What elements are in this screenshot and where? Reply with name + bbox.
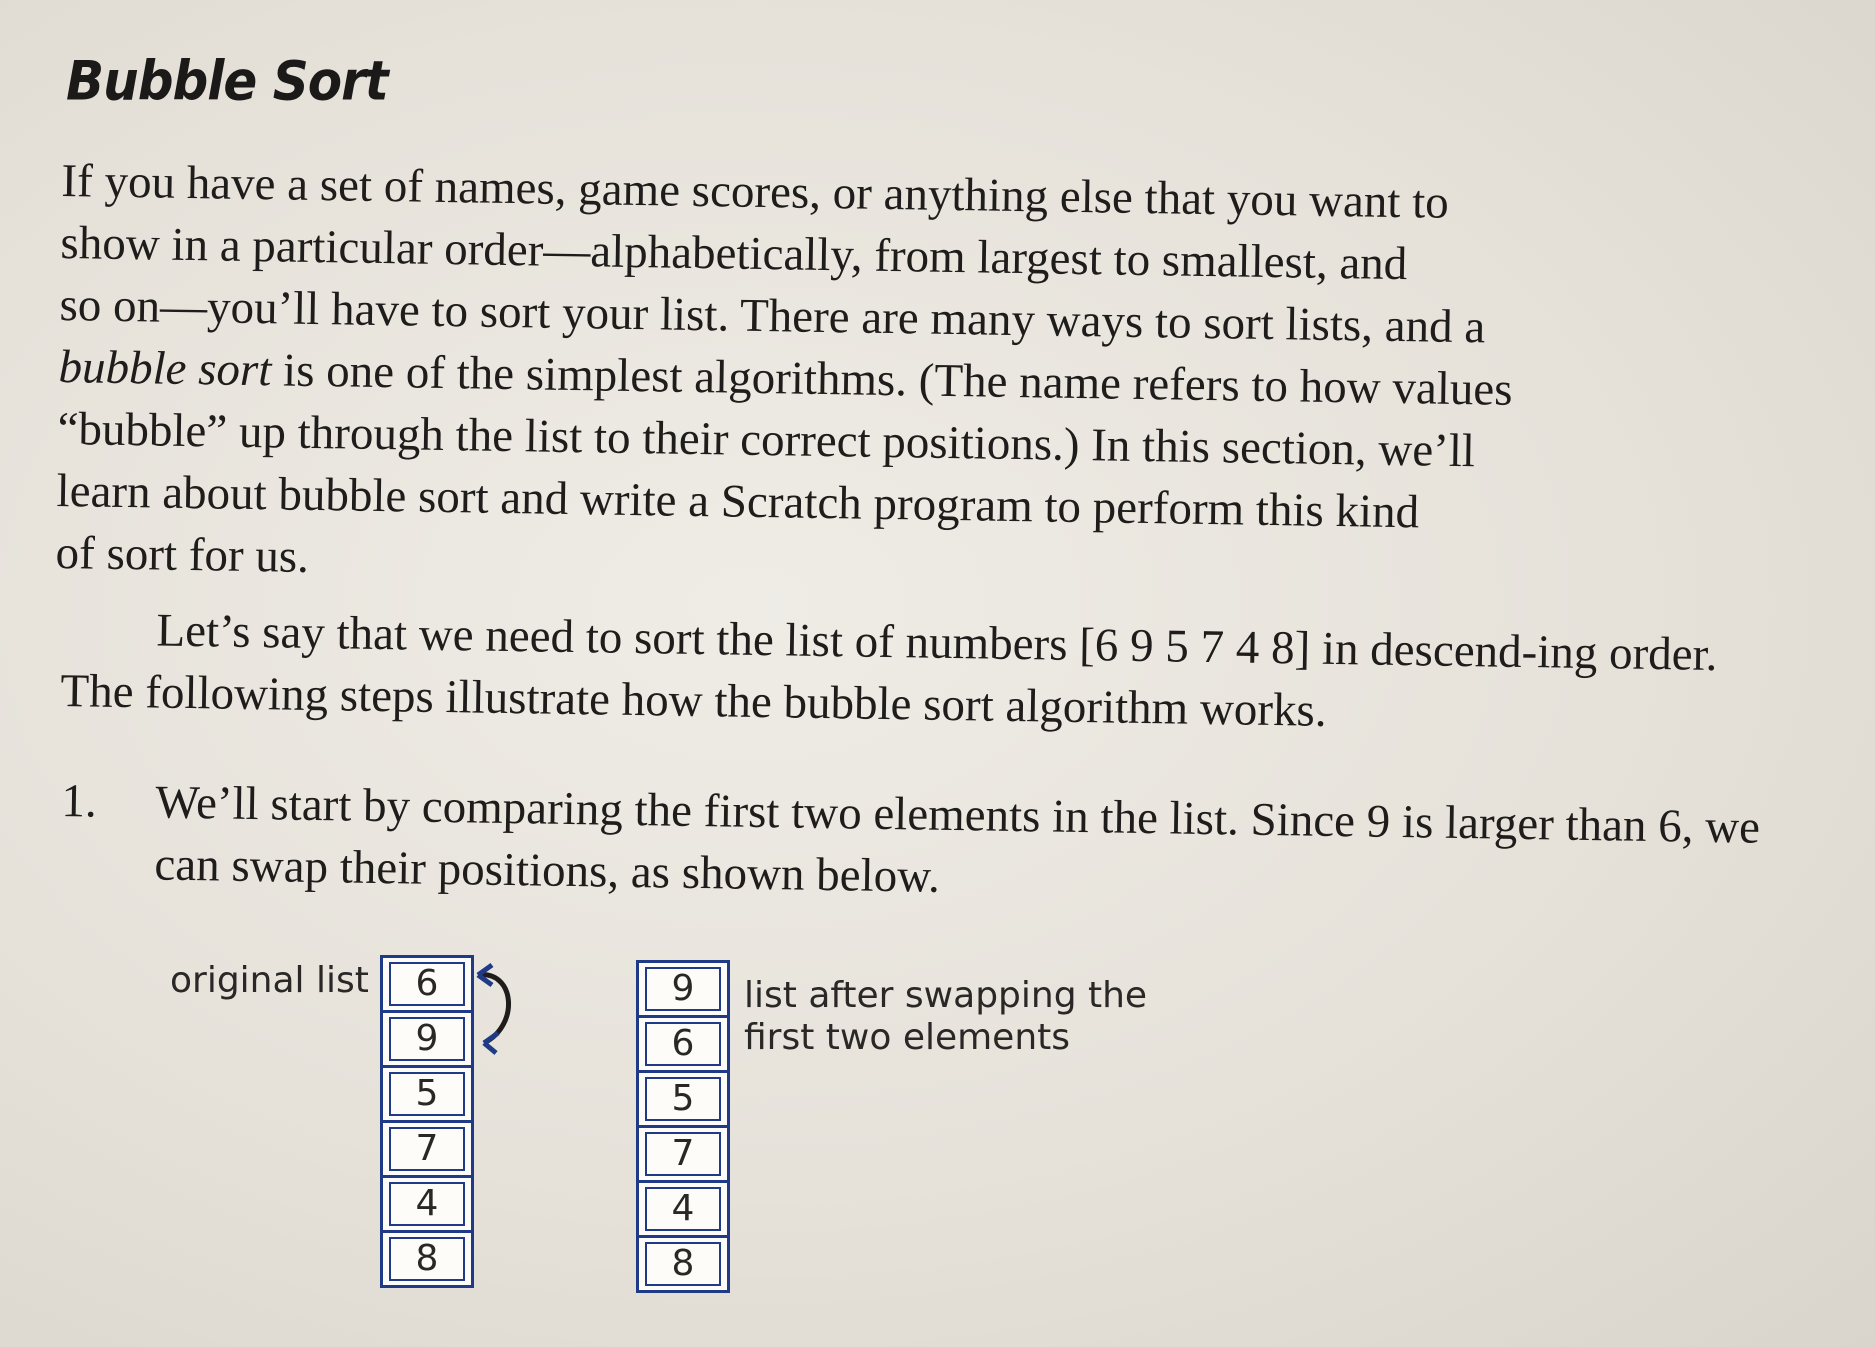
original-list-label: original list xyxy=(170,960,369,1001)
intro-paragraph xyxy=(55,150,1782,611)
step-1 xyxy=(60,770,1782,921)
intro-line-5: “bubble” up through the list to their correct positions.) In this section, we’ll xyxy=(57,402,1476,478)
step-text: We’ll start by comparing the first two elements in the list. Since 9 is larger than 6, we can swap their positions, as shown below. xyxy=(154,776,1761,903)
intro-line-3: so on—you’ll have to sort your list. There are many ways to sort lists, and a xyxy=(59,278,1486,354)
bubble-sort-term: bubble sort xyxy=(58,340,272,397)
intro-line-2: show in a particular order—alphabetically, from largest to smallest, and xyxy=(60,216,1408,291)
intro-line-7: of sort for us. xyxy=(55,526,310,583)
list-cell: 8 xyxy=(383,1233,471,1285)
swapped-list-label: list after swapping the first two elements xyxy=(744,975,1148,1058)
list-cell: 9 xyxy=(383,1013,471,1068)
step-number: 1. xyxy=(61,774,98,828)
list-cell: 6 xyxy=(639,1018,727,1073)
list-cell: 9 xyxy=(639,963,727,1018)
list-cell: 7 xyxy=(383,1123,471,1178)
list-cell: 6 xyxy=(383,958,471,1013)
list-cell: 8 xyxy=(639,1238,727,1290)
original-list xyxy=(380,955,474,1288)
example-paragraph: Let’s say that we need to sort the list of numbers [6 9 5 7 4 8] in descend-ing order. The following steps illustrate how the bubble sort algorithm works. xyxy=(60,604,1718,737)
swap-arrow-icon xyxy=(470,955,540,1065)
swapped-list xyxy=(636,960,730,1293)
list-cell: 7 xyxy=(639,1128,727,1183)
list-cell: 5 xyxy=(383,1068,471,1123)
intro-line-1: If you have a set of names, game scores, or anything else that you want to xyxy=(61,154,1450,229)
list-cell: 4 xyxy=(639,1183,727,1238)
section-heading: Bubble Sort xyxy=(66,49,388,113)
intro-line-4-rest: is one of the simplest algorithms. (The name refers to how values xyxy=(270,344,1513,416)
intro-line-6: learn about bubble sort and write a Scratch program to perform this kind xyxy=(56,464,1420,539)
list-cell: 5 xyxy=(639,1073,727,1128)
list-cell: 4 xyxy=(383,1178,471,1233)
